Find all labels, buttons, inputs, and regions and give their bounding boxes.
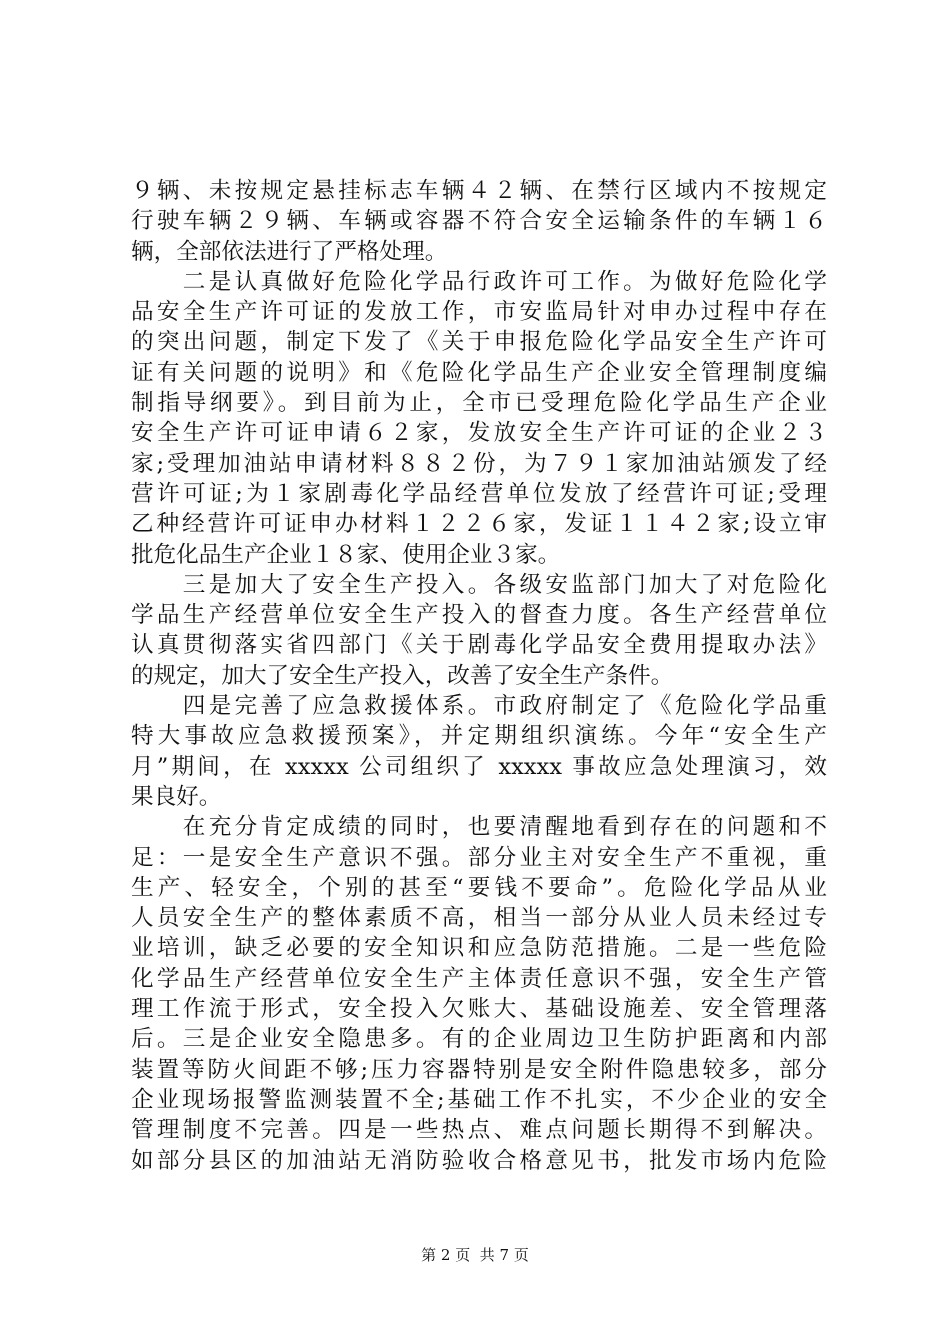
text-line: 理工作流于形式，安全投入欠账大、基础设施差、安全管理落 bbox=[131, 996, 827, 1023]
text-line: 家;受理加油站申请材料８８２份，为７９１家加油站颁发了经 bbox=[131, 450, 827, 477]
text-line: 生产、轻安全，个别的甚至“要钱不要命”。危险化学品从业 bbox=[131, 874, 827, 901]
text-line: 业培训，缺乏必要的安全知识和应急防范措施。二是一些危险 bbox=[131, 935, 827, 962]
text-line: 的规定，加大了安全生产投入，改善了安全生产条件。 bbox=[131, 662, 674, 689]
text-line: ９辆、未按规定悬挂标志车辆４２辆、在禁行区域内不按规定 bbox=[131, 178, 827, 204]
text-line: 在充分肯定成绩的同时，也要清醒地看到存在的问题和不 bbox=[131, 814, 827, 841]
text-line: 化学品生产经营单位安全生产主体责任意识不强，安全生产管 bbox=[131, 965, 827, 992]
text-line: 如部分县区的加油站无消防验收合格意见书，批发市场内危险 bbox=[131, 1147, 827, 1174]
text-line: 行驶车辆２９辆、车辆或容器不符合安全运输条件的车辆１６ bbox=[131, 208, 827, 235]
text-line: 足：一是安全生产意识不强。部分业主对安全生产不重视，重 bbox=[131, 844, 827, 871]
page-number-label: 第 2 页 共 7 页 bbox=[421, 1246, 529, 1264]
text-line: 企业现场报警监测装置不全;基础工作不扎实，不少企业的安全 bbox=[131, 1086, 827, 1113]
text-line: 三是加大了安全生产投入。各级安监部门加大了对危险化 bbox=[131, 571, 827, 598]
document-body bbox=[131, 176, 827, 1176]
text-line: 品安全生产许可证的发放工作，市安监局针对申办过程中存在 bbox=[131, 299, 827, 326]
text-line: 批危化品生产企业１８家、使用企业３家。 bbox=[131, 541, 561, 568]
text-line: 认真贯彻落实省四部门《关于剧毒化学品安全费用提取办法》 bbox=[131, 632, 827, 659]
text-line: 四是完善了应急救援体系。市政府制定了《危险化学品重 bbox=[131, 693, 827, 720]
text-line: 学品生产经营单位安全生产投入的督查力度。各生产经营单位 bbox=[131, 602, 827, 629]
text-line: 营许可证;为１家剧毒化学品经营单位发放了经营许可证;受理 bbox=[131, 480, 827, 507]
text-line: 特大事故应急救援预案》，并定期组织演练。今年“安全生产 bbox=[131, 723, 827, 750]
page-footer bbox=[0, 1245, 950, 1265]
text-line: 制指导纲要》。到目前为止，全市已受理危险化学品生产企业 bbox=[131, 390, 827, 417]
text-line: 管理制度不完善。四是一些热点、难点问题长期得不到解决。 bbox=[131, 1117, 827, 1144]
text-line: 证有关问题的说明》和《危险化学品生产企业安全管理制度编 bbox=[131, 359, 827, 386]
text-line: 装置等防火间距不够;压力容器特别是安全附件隐患较多，部分 bbox=[131, 1056, 827, 1083]
text-line: 乙种经营许可证申办材料１２２６家，发证１１４２家;设立审 bbox=[131, 511, 827, 538]
text-line: 安全生产许可证申请６２家，发放安全生产许可证的企业２３ bbox=[131, 420, 827, 447]
text-line: 二是认真做好危险化学品行政许可工作。为做好危险化学 bbox=[131, 268, 827, 295]
text-line: 的突出问题，制定下发了《关于申报危险化学品安全生产许可 bbox=[131, 329, 827, 356]
text-line: 辆，全部依法进行了严格处理。 bbox=[131, 238, 448, 265]
text-line: 后。三是企业安全隐患多。有的企业周边卫生防护距离和内部 bbox=[131, 1026, 827, 1053]
text-line: 果良好。 bbox=[131, 783, 222, 810]
text-line: 月”期间，在 xxxxx 公司组织了 xxxxx 事故应急处理演习，效 bbox=[131, 753, 827, 780]
text-line: 人员安全生产的整体素质不高，相当一部分从业人员未经过专 bbox=[131, 905, 827, 932]
